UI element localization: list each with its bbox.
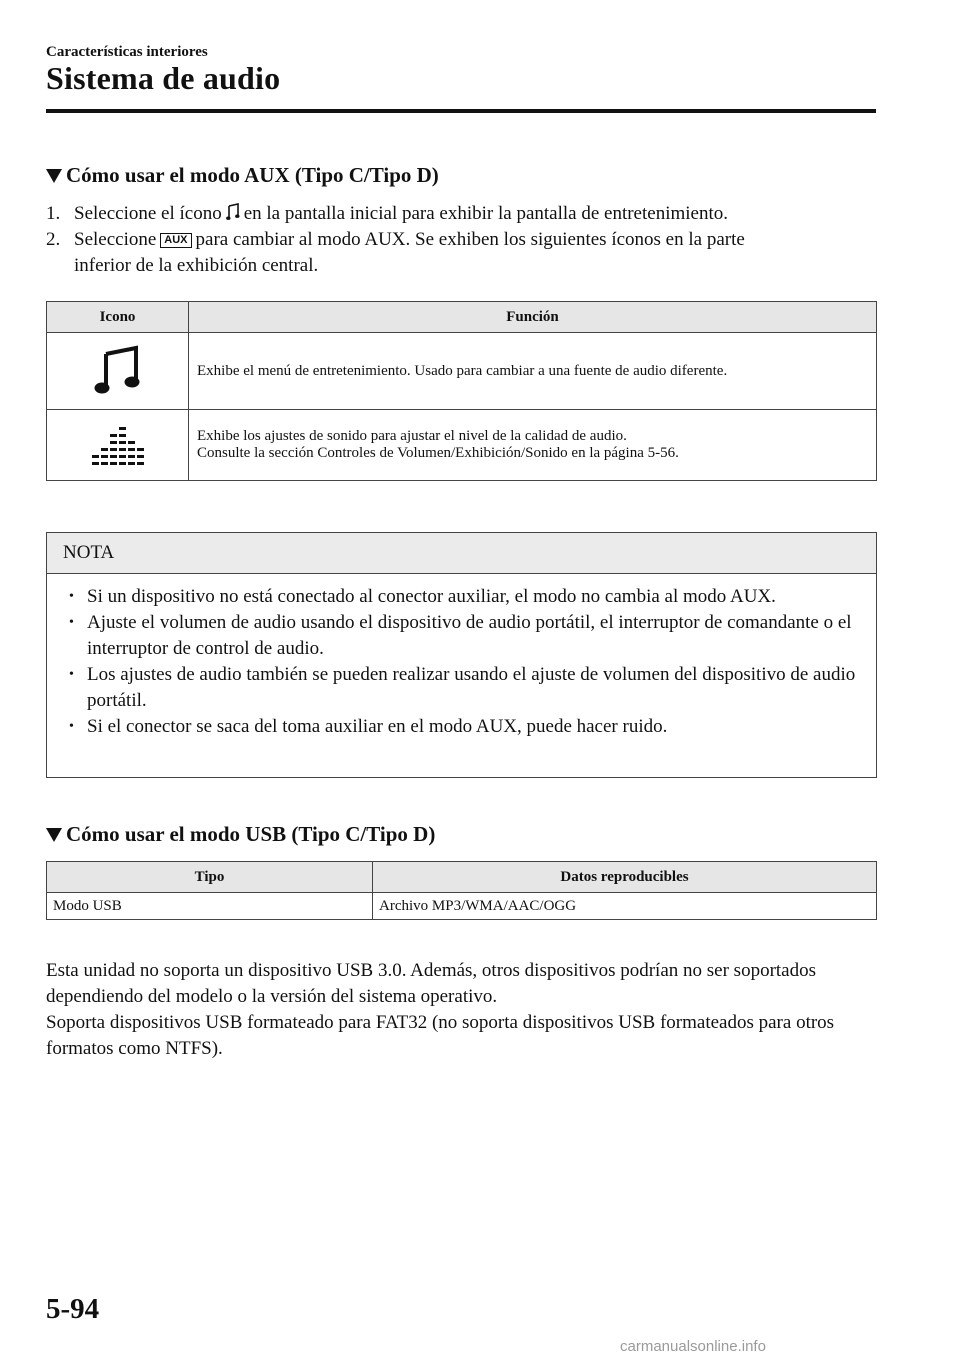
page-number: 5-94 <box>46 1293 100 1325</box>
page-title: Sistema de audio <box>46 60 281 96</box>
equalizer-segment <box>119 427 126 430</box>
col-header-function: Función <box>189 302 877 333</box>
equalizer-segment <box>92 455 99 458</box>
row2-line1: Exhibe los ajustes de sonido para ajustar el nivel de la calidad de audio. <box>197 428 627 444</box>
note-item-1: • Si un dispositivo no está conectado al conector auxiliar, el modo no cambia al modo AUX. <box>67 584 856 610</box>
table-row <box>47 333 877 410</box>
col-header-data: Datos reproducibles <box>373 862 877 893</box>
equalizer-segment <box>128 462 135 465</box>
usb-heading-text: Cómo usar el modo USB (Tipo C/Tipo D) <box>66 822 436 846</box>
step-2-text-a: Seleccione <box>74 229 157 250</box>
equalizer-segment <box>110 434 117 437</box>
step-2-number: 2. <box>46 229 61 250</box>
step-1-text-b: en la pantalla inicial para exhibir la pantalla de entretenimiento. <box>243 203 729 224</box>
equalizer-segment <box>128 448 135 451</box>
music-note-icon <box>47 333 189 410</box>
row2-function <box>189 410 877 481</box>
step-1 <box>46 201 876 229</box>
note-title: NOTA <box>47 533 876 574</box>
watermark: carmanualsonline.info <box>620 1338 766 1355</box>
note-item-3: • Los ajustes de audio también se pueden realizar usando el ajuste de volumen del dispositivo de audio portátil. <box>67 662 856 714</box>
equalizer-segment <box>110 448 117 451</box>
equalizer-segment <box>101 455 108 458</box>
section-label: Características interiores <box>46 44 208 60</box>
usb-section-heading <box>46 822 435 847</box>
equalizer-segment <box>128 455 135 458</box>
step-2-text-b: para cambiar al modo AUX. Se exhiben los siguientes íconos en la parte <box>195 229 745 250</box>
equalizer-segment <box>119 448 126 451</box>
table-row <box>47 893 877 920</box>
col-header-type: Tipo <box>47 862 373 893</box>
equalizer-segment <box>110 462 117 465</box>
equalizer-segment <box>110 455 117 458</box>
note-item-4: • Si el conector se saca del toma auxiliar en el modo AUX, puede hacer ruido. <box>67 714 856 740</box>
usb-row-data: Archivo MP3/WMA/AAC/OGG <box>373 893 877 920</box>
row2-line2: Consulte la sección Controles de Volumen/Exhibición/Sonido en la página 5-56. <box>197 445 679 461</box>
equalizer-segment <box>119 455 126 458</box>
table-row <box>47 410 877 481</box>
triangle-down-icon <box>46 169 62 183</box>
aux-heading-text: Cómo usar el modo AUX (Tipo C/Tipo D) <box>66 163 439 187</box>
table-header-row <box>47 302 877 333</box>
equalizer-segment <box>128 441 135 444</box>
equalizer-segment <box>119 441 126 444</box>
row1-function: Exhibe el menú de entretenimiento. Usado para cambiar a una fuente de audio diferente. <box>189 333 877 410</box>
usb-row-type: Modo USB <box>47 893 373 920</box>
usb-paragraph-2: Soporta dispositivos USB formateado para FAT32 (no soporta dispositivos USB formateados para otros formatos como NTFS). <box>46 1012 835 1059</box>
usb-table <box>46 861 877 920</box>
aux-section-heading <box>46 163 439 188</box>
step-1-text-a: Seleccione el ícono <box>74 203 222 224</box>
note-list <box>47 574 876 740</box>
equalizer-icon <box>47 410 189 481</box>
equalizer-segment <box>119 434 126 437</box>
equalizer-segment <box>110 441 117 444</box>
title-rule <box>46 109 876 113</box>
usb-description <box>46 958 876 1062</box>
equalizer-segment <box>137 455 144 458</box>
step-1-number: 1. <box>46 203 61 224</box>
equalizer-segment <box>119 462 126 465</box>
step-2 <box>46 227 876 279</box>
table-header-row <box>47 862 877 893</box>
note-box <box>46 532 877 778</box>
note-item-2: • Ajuste el volumen de audio usando el dispositivo de audio portátil, el interruptor de comandante o el interruptor de control de audio. <box>67 610 856 662</box>
equalizer-segment <box>92 462 99 465</box>
equalizer-segment <box>137 448 144 451</box>
music-note-icon <box>226 203 240 229</box>
triangle-down-icon <box>46 828 62 842</box>
col-header-icon: Icono <box>47 302 189 333</box>
equalizer-segment <box>101 448 108 451</box>
equalizer-segment <box>137 462 144 465</box>
step-2-text-c: inferior de la exhibición central. <box>74 255 319 276</box>
usb-paragraph-1: Esta unidad no soporta un dispositivo USB 3.0. Además, otros dispositivos podrían no ser soportados dependiendo del modelo o la versión del sistema operativo. <box>46 960 817 1007</box>
equalizer-segment <box>101 462 108 465</box>
aux-button-icon: AUX <box>160 233 191 248</box>
icon-function-table <box>46 301 877 481</box>
